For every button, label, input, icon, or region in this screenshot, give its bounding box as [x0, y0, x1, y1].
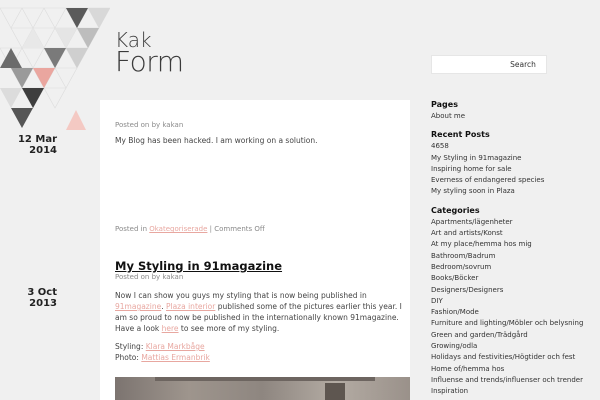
recent-post-link[interactable]: My styling soon in Plaza: [431, 187, 515, 196]
post-text: to see more of my styling.: [178, 324, 280, 333]
sidebar-heading-recent: Recent Posts: [431, 130, 490, 140]
recent-post-link[interactable]: Everness of endangered species: [431, 176, 545, 185]
post-text: published some of the pictures earlier this year. I: [215, 302, 402, 311]
site-logo[interactable]: [115, 30, 184, 76]
post-date-day: 12 Mar: [17, 134, 57, 145]
category-link[interactable]: Bathroom/Badrum: [431, 251, 496, 260]
post-date: [0, 287, 57, 309]
plaza-interior-link[interactable]: Plaza interior: [165, 302, 216, 311]
post-body: My Blog has been hacked. I am working on a solution.: [115, 136, 318, 145]
post-text: .: [161, 302, 166, 311]
category-link[interactable]: Home of/hemma hos: [431, 364, 505, 373]
magazine-link[interactable]: 91magazine: [115, 302, 162, 311]
search-input[interactable]: [432, 56, 502, 73]
category-link[interactable]: Books/Böcker: [431, 274, 479, 283]
category-link[interactable]: Designers/Designers: [431, 285, 504, 294]
post-date-year: 2014: [29, 145, 57, 156]
post-image[interactable]: [115, 377, 410, 400]
category-link[interactable]: Fashion/Mode: [431, 308, 479, 317]
category-link[interactable]: Holidays and festivities/Högtider och fest: [431, 353, 576, 362]
stylist-link[interactable]: Klara Markbåge: [145, 342, 205, 351]
photographer-link[interactable]: Mattias Ermanbrik: [141, 353, 210, 362]
sidebar-heading-categories: Categories: [431, 205, 480, 215]
category-link[interactable]: Art and artists/Konst: [431, 229, 503, 238]
category-link[interactable]: Green and garden/Trädgård: [431, 330, 528, 339]
styling-label: Styling:: [115, 342, 146, 351]
post-meta: Posted on by kakan: [115, 121, 184, 129]
logo-text-line2: Form: [115, 45, 184, 78]
post-date-day: 3 Oct: [27, 287, 57, 298]
sidebar: [431, 100, 591, 400]
here-link[interactable]: here: [161, 324, 179, 333]
category-link[interactable]: Apartments/lägenheter: [431, 217, 513, 226]
post-text: Have a look: [115, 324, 162, 333]
sidebar-pages: [431, 100, 591, 122]
comments-status: Comments Off: [214, 225, 265, 233]
post-body: [115, 290, 405, 334]
category-link[interactable]: Inspiration: [431, 387, 469, 396]
category-link[interactable]: DIY: [431, 296, 443, 305]
image-detail: [325, 383, 345, 400]
search-form: [431, 55, 547, 74]
category-link[interactable]: Bedroom/sovrum: [431, 262, 492, 271]
post-meta: Posted on by kakan: [115, 273, 184, 281]
sidebar-recent-posts: [431, 130, 591, 197]
post-footer-prefix: Posted in: [115, 225, 150, 233]
category-link[interactable]: Growing/odla: [431, 342, 478, 351]
photo-label: Photo:: [115, 353, 142, 362]
post-credits: [115, 341, 405, 363]
post-date: [0, 134, 57, 156]
post-title-link[interactable]: My Styling in 91magazine: [115, 259, 283, 273]
category-link[interactable]: Influense and trends/influenser och trender: [431, 375, 583, 384]
post-footer: [115, 225, 265, 233]
recent-post-link[interactable]: 4658: [431, 142, 449, 151]
sidebar-link-about[interactable]: About me: [431, 112, 466, 120]
recent-post-link[interactable]: My Styling in 91magazine: [431, 153, 522, 162]
sidebar-categories: [431, 206, 591, 398]
post-text: am so proud to now be published in the internationally known 91magazine.: [115, 313, 399, 322]
post-text: Now I can show you guys my styling that is now being published in: [115, 291, 367, 300]
image-detail: [155, 377, 375, 381]
category-link[interactable]: Furniture and lighting/Möbler och belysning: [431, 319, 584, 328]
sidebar-heading-pages: Pages: [431, 100, 458, 109]
post-footer-separator: |: [207, 225, 215, 233]
triangle-pattern-logo-graphic: [0, 0, 110, 140]
category-link[interactable]: At my place/hemma hos mig: [431, 240, 532, 249]
search-button[interactable]: Search: [500, 56, 546, 73]
post-date-year: 2013: [29, 298, 57, 309]
recent-post-link[interactable]: Inspiring home for sale: [431, 164, 512, 173]
logo-text-line1: Kak: [115, 28, 152, 52]
category-link[interactable]: Okategoriserade: [149, 225, 208, 233]
